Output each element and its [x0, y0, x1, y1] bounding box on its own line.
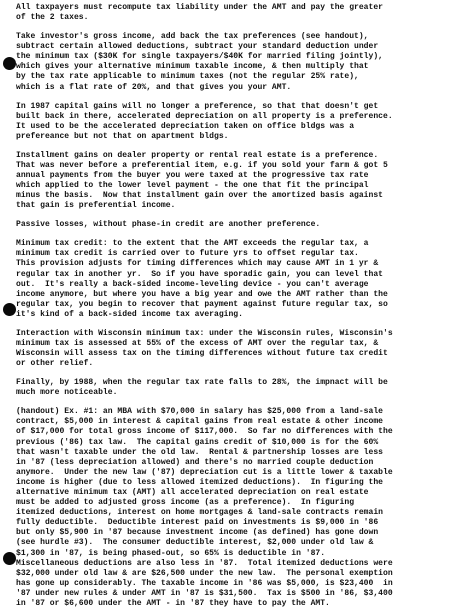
text-line: Miscellaneous deductions are also less in '87. Total itemized deductions were [16, 558, 393, 568]
text-line: (handout) Ex. #1: an MBA with $70,000 in salary has $25,000 from a land-sale [16, 407, 383, 417]
paragraph-gap [16, 211, 456, 220]
text-line: of the 2 taxes. [16, 13, 89, 23]
text-line: All taxpayers must recompute tax liability under the AMT and pay the greater [16, 3, 383, 12]
text-line: in '87 (less depreciation allowed) and there's no married couple deduction [16, 457, 374, 467]
text-line: Finally, by 1988, when the regular tax rate falls to 28%, the impnact will be [16, 378, 388, 388]
text-line: It used to be the accelerated depreciation taken on office bldgs was a [16, 121, 355, 131]
paragraph-gap [16, 230, 456, 239]
text-line: minus the basis. Now that installment gain over the amortized basis against [16, 191, 383, 201]
text-line: must be added to adjusted gross income (as a preference). In figuring [16, 498, 355, 508]
text-line: that wasn't taxable under the old law. Rental & partnership losses are less [16, 447, 383, 457]
text-line: itemized deductions, interest on home mortgages & land-sale contracts remain [16, 508, 383, 518]
text-line: minimum tax is assessed at 55% of the excess of AMT over the regular tax, & [16, 338, 379, 348]
paragraph-gap [16, 320, 456, 329]
text-line: out. It's really a back-sided income-leveling device - you can't average [16, 279, 369, 289]
text-line: Passive losses, without phase-in credit are another preference. [16, 220, 321, 230]
text-line: alternative minimum tax (AMT) all accelerated depreciation on real estate [16, 487, 369, 497]
text-line: '87 under new rules & under AMT in '87 is $31,500. Tax is $500 in '86, $3,400 [16, 588, 393, 598]
text-line: or other relief. [16, 359, 94, 369]
document-text [16, 3, 456, 609]
text-line: regular tax, you begin to recover that payment against future regular tax, so [16, 299, 388, 309]
paragraph-gap [16, 23, 456, 32]
text-line: In 1987 capital gains will no longer a preference, so that that doesn't get [16, 101, 379, 111]
text-line: That was never before a preferential item, e.g. if you sold your farm & got 5 [16, 160, 388, 170]
text-line: Installment gains on dealer property or rental real estate is a preference. [16, 150, 379, 160]
text-line: subtract certain allowed deductions, subtract your standard deduction under [16, 42, 379, 52]
text-line: $32,000 under old law & are $26,500 under the new law. The personal exemption [16, 568, 393, 578]
text-line: much more noticeable. [16, 388, 118, 398]
text-line: which is a flat rate of 20%, and that gives you your AMT. [16, 82, 292, 92]
text-line: anymore. Under the new law ('87) depreciation cut is a little lower & taxable [16, 467, 393, 477]
text-line: Minimum tax credit: to the extent that the AMT exceeds the regular tax, a [16, 239, 369, 249]
text-line: in '87 or $6,600 under the AMT - in '87 they have to pay the AMT. [16, 599, 330, 608]
text-line: which applied to the lower level payment - the one that fit the principal [16, 181, 369, 191]
text-line: (see hurdle #3). The consumer deductible interest, $2,000 under old law & [16, 538, 374, 548]
text-line: contract, $5,000 in interest & capital gains from real estate & other income [16, 417, 383, 427]
text-line: but only $5,900 in '87 because investment income (as defined) has gone down [16, 528, 379, 538]
binder-hole-top [3, 57, 16, 70]
text-line: fully deductible. Deductible interest paid on investments is $9,000 in '86 [16, 518, 379, 528]
text-line: has gone up considerably. The taxable income in '86 was $5,000, is $23,400 in [16, 578, 393, 588]
text-line: annual payments from the buyer you were taxed at the progressive tax rate [16, 170, 369, 180]
binder-hole-bottom [3, 552, 16, 565]
text-line: the minimum tax ($30K for single taxpayers/$40K for married filing jointly), [16, 52, 383, 62]
paragraph-gap [16, 93, 456, 102]
text-line: income anymore, but where you have a big year and owe the AMT rather than the [16, 289, 388, 299]
paragraph-gap [16, 369, 456, 378]
text-line: Interaction with Wisconsin minimum tax: under the Wisconsin rules, Wisconsin's [16, 328, 393, 338]
text-line: minimum tax credit is carried over to future yrs to offset regular tax. [16, 249, 359, 259]
paragraph-gap [16, 142, 456, 151]
text-line: of $17,000 for total gross income of $117,000. So far no differences with the [16, 427, 393, 437]
text-line: Take investor's gross income, add back the tax preferences (see handout), [16, 32, 369, 42]
text-line: built back in there, accelerated depreciation on all property is a preference. [16, 111, 393, 121]
text-line: which gives your alternative minimum taxable income, & then multiply that [16, 62, 369, 72]
text-line: regular tax in another yr. So if you have sporadic gain, you can level that [16, 269, 383, 279]
text-line: income is higher (due to less allowed itemized deductions). In figuring the [16, 477, 383, 487]
text-line: by the tax rate applicable to minimum taxes (not the regular 25% rate), [16, 72, 359, 82]
text-line: Wisconsin will assess tax on the timing differences without future tax credit [16, 349, 388, 359]
text-line: This provision adjusts for timing differences which may cause AMT in 1 yr & [16, 259, 379, 269]
text-line: that gain is preferential income. [16, 201, 176, 211]
paragraph-gap [16, 398, 456, 407]
text-line: $1,300 in '87, is being phased-out, so 65% is deductible in '87. [16, 548, 326, 558]
binder-hole-middle [3, 303, 16, 316]
text-line: previous ('86) tax law. The capital gains credit of $10,000 is for the 60% [16, 437, 379, 447]
text-line: it's kind of a back-sided income tax averaging. [16, 309, 243, 319]
text-line: prefereance but not that on apartment bldgs. [16, 131, 229, 141]
